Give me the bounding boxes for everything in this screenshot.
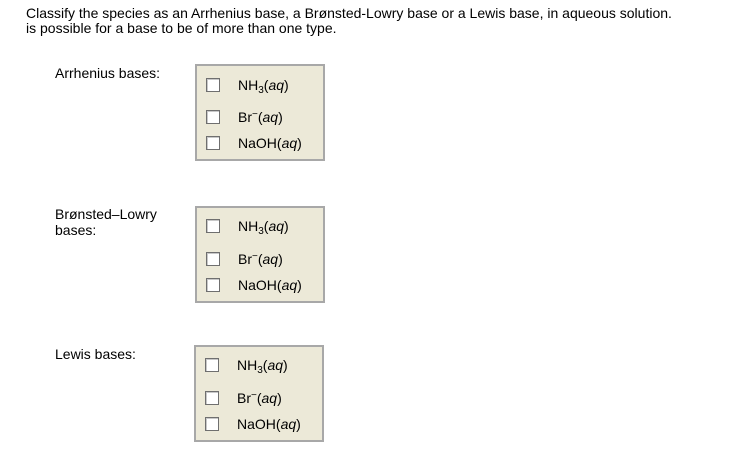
arrhenius-label — [55, 65, 160, 81]
formula-subscript: 3 — [258, 226, 264, 237]
option-label — [237, 357, 288, 376]
phase: aq — [268, 77, 285, 93]
arrhenius-label-line-1: Arrhenius bases: — [55, 65, 161, 81]
option-label — [238, 109, 283, 125]
formula: NaOH — [237, 416, 276, 432]
phase: aq — [261, 390, 278, 406]
lewis-naoh-checkbox[interactable] — [205, 417, 219, 431]
paren-open: ( — [276, 135, 282, 151]
formula: NH — [238, 77, 259, 93]
option-label — [237, 416, 301, 432]
arrhenius-option-naoh[interactable] — [206, 134, 302, 152]
arrhenius-naoh-checkbox[interactable] — [206, 136, 220, 150]
instructions-line-1: Classify the species as an Arrhenius base, a Brønsted-Lowry base or a Lewis base, in aqueous solution. — [26, 5, 672, 21]
phase: aq — [267, 357, 284, 373]
paren-open: ( — [263, 77, 269, 93]
option-label — [238, 277, 302, 293]
paren-open: ( — [257, 251, 263, 267]
lewis-option-br[interactable] — [205, 389, 282, 407]
formula: Br — [238, 251, 252, 267]
bronsted-lowry-label — [55, 206, 157, 238]
formula: NH — [238, 218, 259, 234]
paren-open: ( — [257, 109, 263, 125]
formula: NaOH — [238, 135, 277, 151]
lewis-br-checkbox[interactable] — [205, 391, 219, 405]
question-instructions — [26, 6, 751, 36]
paren-close: ) — [284, 218, 289, 234]
formula: Br — [237, 390, 251, 406]
arrhenius-br-checkbox[interactable] — [206, 110, 220, 124]
option-label — [237, 390, 282, 406]
arrhenius-nh3-checkbox[interactable] — [206, 78, 220, 92]
instructions-line-2: is possible for a base to be of more than one type. — [26, 20, 337, 36]
phase: aq — [281, 135, 298, 151]
lewis-label-line-1: Lewis bases: — [55, 346, 136, 362]
lewis-options-box — [194, 345, 324, 442]
paren-close: ) — [283, 357, 288, 373]
formula-charge: − — [252, 109, 258, 120]
formula-subscript: 3 — [257, 365, 263, 376]
arrhenius-option-br[interactable] — [206, 108, 283, 126]
paren-close: ) — [284, 77, 289, 93]
paren-open: ( — [256, 390, 262, 406]
paren-open: ( — [263, 218, 269, 234]
paren-open: ( — [275, 416, 281, 432]
phase: aq — [262, 109, 279, 125]
paren-open: ( — [262, 357, 268, 373]
lewis-nh3-checkbox[interactable] — [205, 358, 219, 372]
formula: NaOH — [238, 277, 277, 293]
formula-charge: − — [252, 251, 258, 262]
paren-close: ) — [277, 390, 282, 406]
lewis-label — [55, 346, 136, 362]
lewis-option-naoh[interactable] — [205, 415, 301, 433]
paren-close: ) — [297, 277, 302, 293]
phase: aq — [268, 218, 285, 234]
option-label — [238, 218, 289, 237]
formula: NH — [237, 357, 258, 373]
paren-close: ) — [296, 416, 301, 432]
formula: Br — [238, 109, 252, 125]
paren-open: ( — [276, 277, 282, 293]
option-label — [238, 135, 302, 151]
bronsted-lowry-label-line-2: bases: — [55, 222, 97, 238]
bronsted-lowry-naoh-checkbox[interactable] — [206, 278, 220, 292]
option-label — [238, 77, 289, 96]
bronsted-lowry-option-nh3[interactable] — [206, 217, 289, 235]
bronsted-lowry-options-box — [195, 206, 325, 303]
formula-charge: − — [251, 390, 257, 401]
paren-close: ) — [278, 109, 283, 125]
bronsted-lowry-br-checkbox[interactable] — [206, 252, 220, 266]
phase: aq — [262, 251, 279, 267]
bronsted-lowry-label-line-1: Brønsted–Lowry — [55, 206, 157, 222]
phase: aq — [280, 416, 297, 432]
paren-close: ) — [297, 135, 302, 151]
phase: aq — [281, 277, 298, 293]
bronsted-lowry-nh3-checkbox[interactable] — [206, 219, 220, 233]
bronsted-lowry-option-br[interactable] — [206, 250, 283, 268]
arrhenius-options-box — [195, 64, 325, 161]
lewis-option-nh3[interactable] — [205, 356, 288, 374]
arrhenius-option-nh3[interactable] — [206, 76, 289, 94]
formula-subscript: 3 — [258, 85, 264, 96]
paren-close: ) — [278, 251, 283, 267]
bronsted-lowry-option-naoh[interactable] — [206, 276, 302, 294]
option-label — [238, 251, 283, 267]
